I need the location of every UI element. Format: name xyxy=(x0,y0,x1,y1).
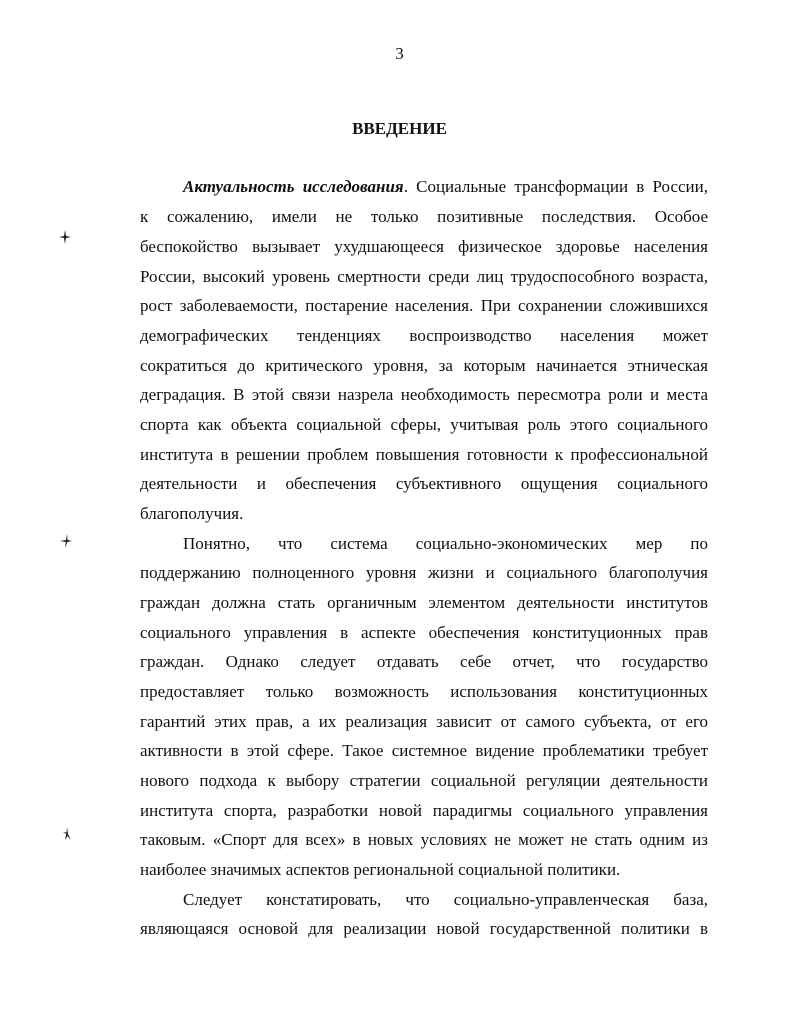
paragraph-1-line-2: к сожалению, имели не только позитивные последствия. Особое xyxy=(140,207,708,226)
paragraph-3-line-2: являющаяся основой для реализации новой государственной политики в xyxy=(140,919,708,938)
relevance-lead: Актуальность исследования xyxy=(183,177,404,196)
paragraph-1-line-11: деятельности и обеспечения субъективного ощущения социального xyxy=(140,474,708,493)
paragraph-2-line-5: граждан. Однако следует отдавать себе отчет, что государство xyxy=(140,652,708,671)
page-number: 3 xyxy=(395,44,404,63)
scan-mark-icon xyxy=(59,533,73,549)
paragraph-3-line-1: Следует констатировать, что социально-управленческая база, xyxy=(183,890,708,909)
paragraph-2-line-4: социального управления в аспекте обеспечения конституционных прав xyxy=(140,623,708,642)
paragraph-1-line-1 xyxy=(183,176,708,198)
scan-mark-icon xyxy=(60,826,74,842)
paragraph-1-line-10: института в решении проблем повышения готовности к профессиональной xyxy=(140,445,708,464)
paragraph-2-line-9: нового подхода к выбору стратегии социальной регуляции деятельности xyxy=(140,771,708,790)
paragraph-2-line-11: таковым. «Спорт для всех» в новых условиях не может не стать одним из xyxy=(140,830,708,849)
paragraph-2-line-1: Понятно, что система социально-экономических мер по xyxy=(183,534,708,553)
paragraph-1-line-8: деградация. В этой связи назрела необходимость пересмотра роли и места xyxy=(140,385,708,404)
paragraph-1-line-12: благополучия. xyxy=(140,504,244,523)
paragraph-2-line-3: граждан должна стать органичным элементом деятельности институтов xyxy=(140,593,708,612)
paragraph-2-line-8: активности в этой сфере. Такое системное видение проблематики требует xyxy=(140,741,708,760)
paragraph-2-line-10: института спорта, разработки новой парадигмы социального управления xyxy=(140,801,708,820)
paragraph-2-line-12: наиболее значимых аспектов региональной социальной политики. xyxy=(140,860,621,879)
paragraph-1-line-1-text: . Социальные трансформации в России, xyxy=(403,177,708,196)
paragraph-2-line-7: гарантий этих прав, а их реализация зависит от самого субъекта, от его xyxy=(140,712,708,731)
paragraph-2-line-6: предоставляет только возможность использования конституционных xyxy=(140,682,708,701)
paragraph-1-line-5: рост заболеваемости, постарение населения. При сохранении сложившихся xyxy=(140,296,708,315)
paragraph-1-line-7: сократиться до критического уровня, за которым начинается этническая xyxy=(140,356,708,375)
paragraph-1-line-6: демографических тенденциях воспроизводство населения может xyxy=(140,326,708,345)
paragraph-1-line-9: спорта как объекта социальной сферы, учитывая роль этого социального xyxy=(140,415,708,434)
page-title: ВВЕДЕНИЕ xyxy=(352,119,447,138)
paragraph-2-line-2: поддержанию полноценного уровня жизни и социального благополучия xyxy=(140,563,708,582)
scan-mark-icon xyxy=(58,229,72,245)
paragraph-1-line-3: беспокойство вызывает ухудшающееся физическое здоровье населения xyxy=(140,237,708,256)
paragraph-1-line-4: России, высокий уровень смертности среди лиц трудоспособного возраста, xyxy=(140,267,708,286)
